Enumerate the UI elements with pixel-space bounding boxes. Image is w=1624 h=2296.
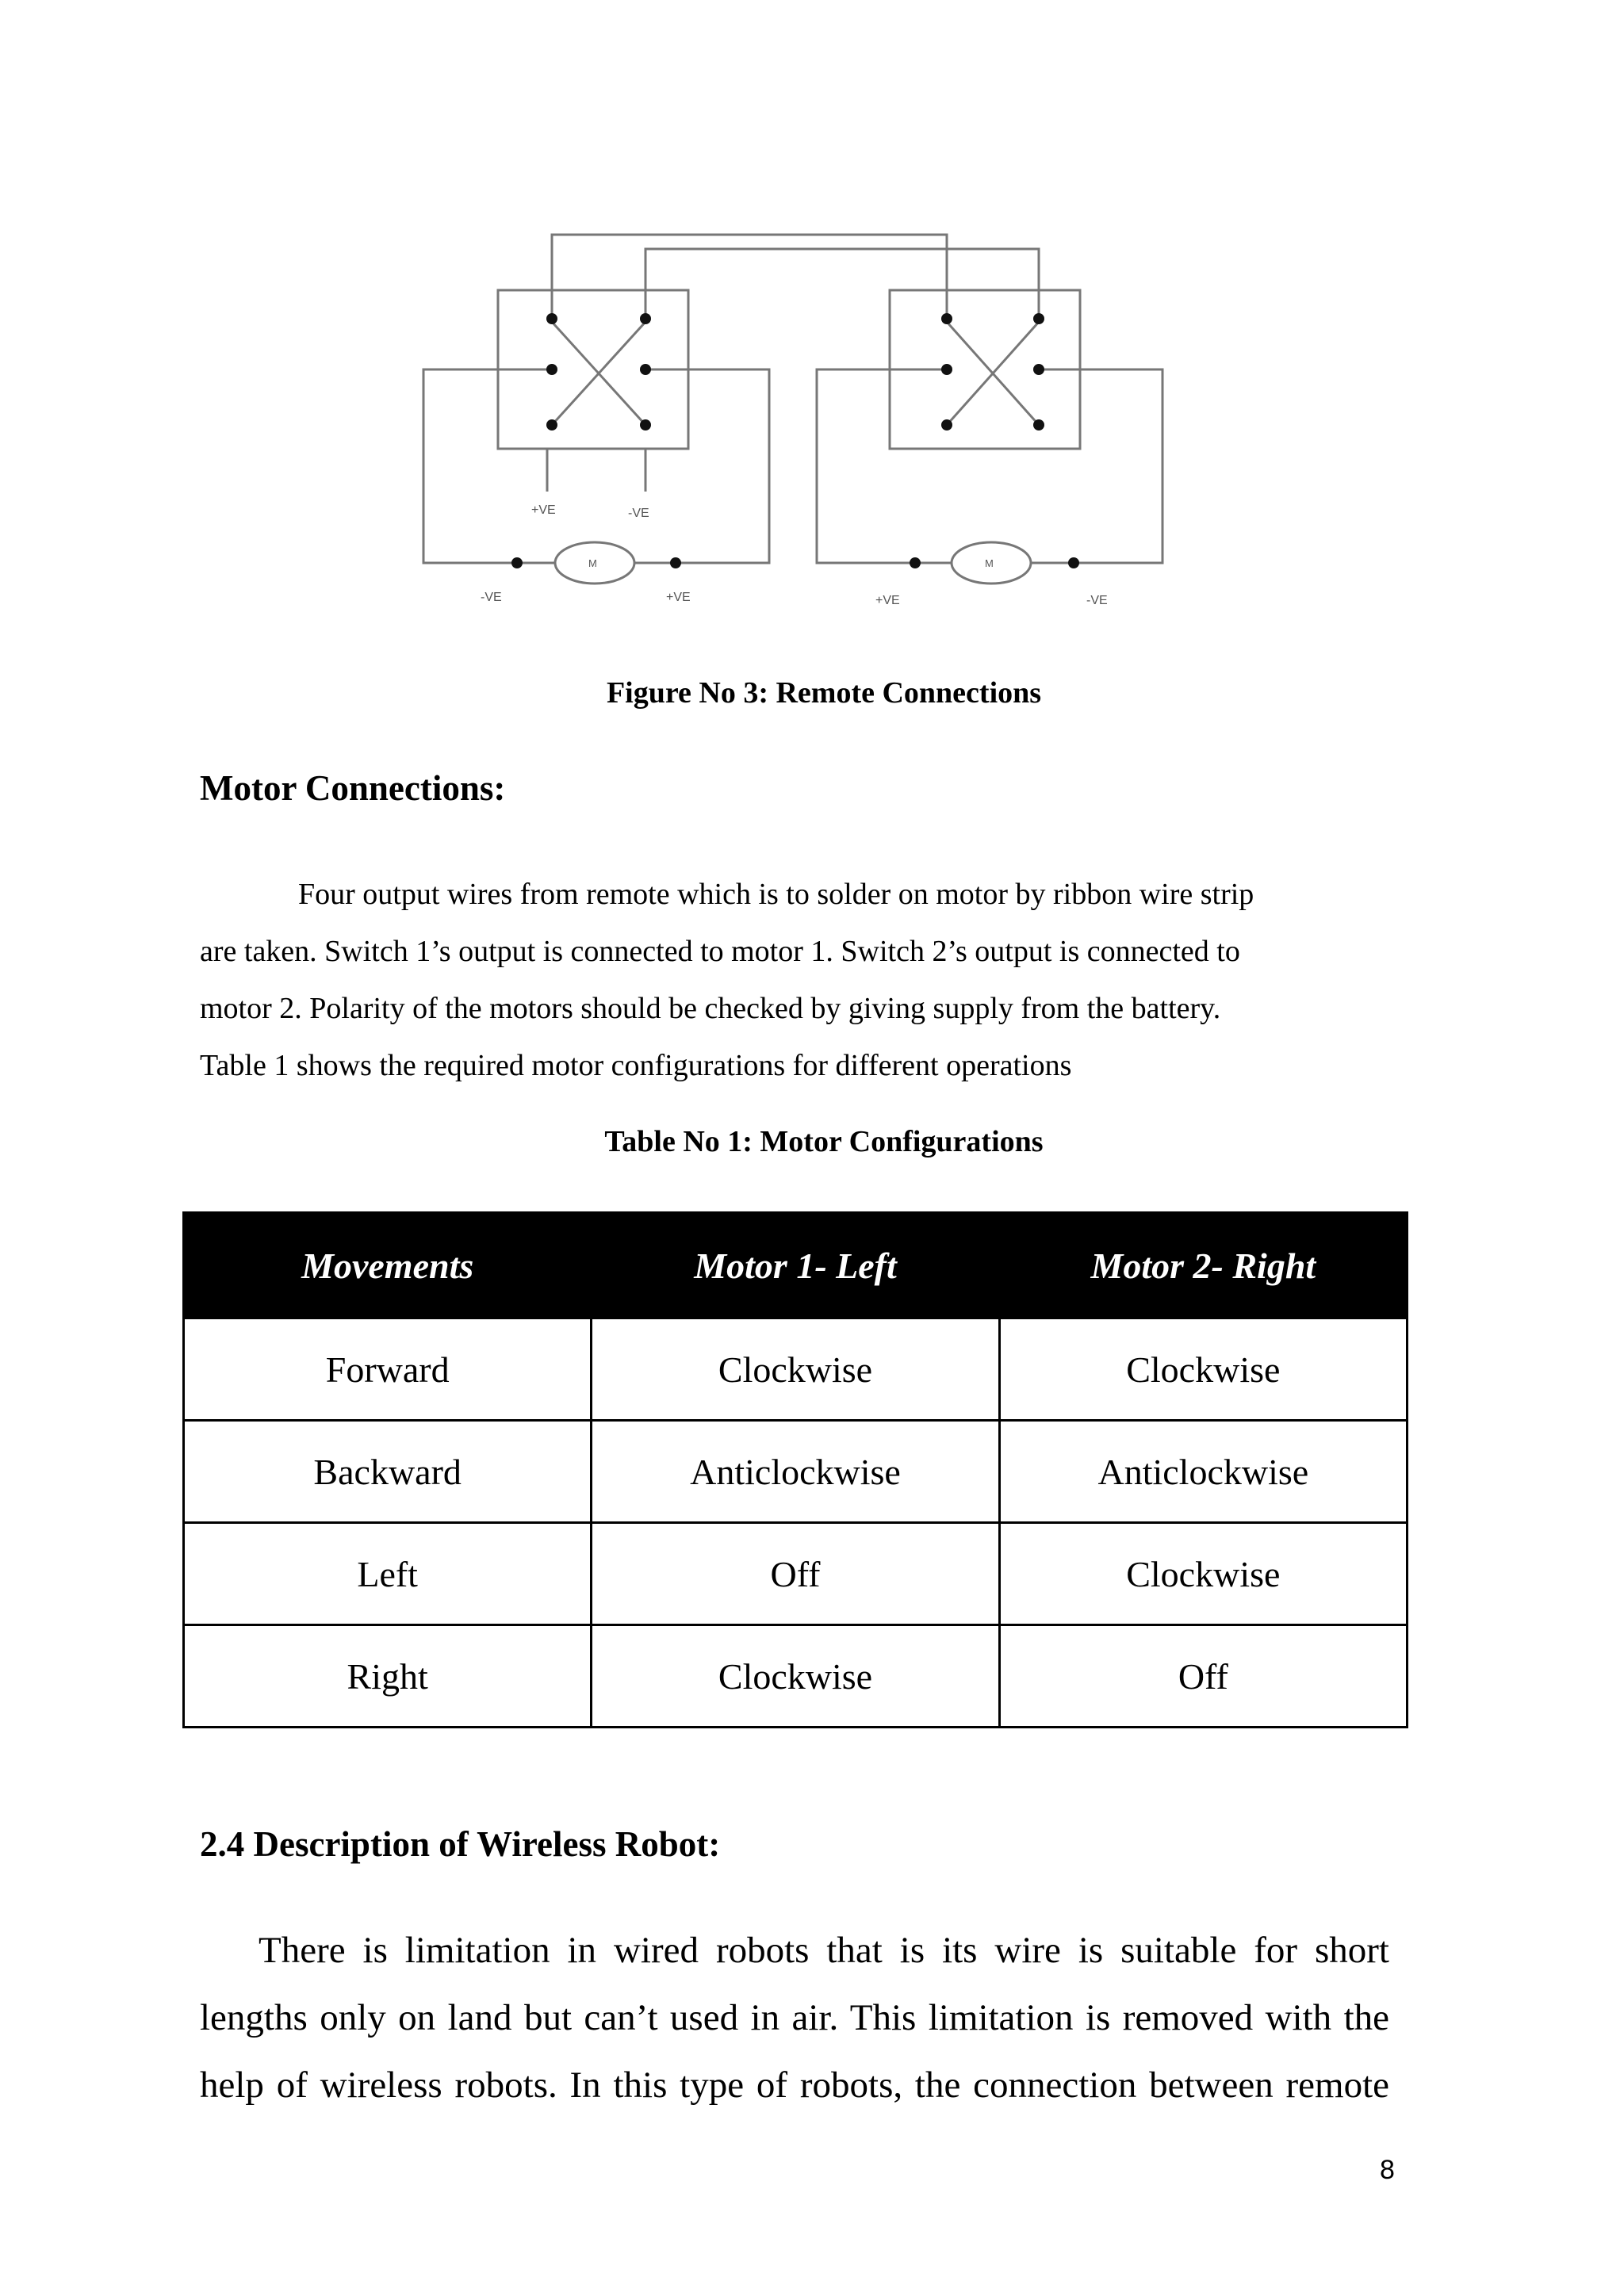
motor-configurations-table xyxy=(182,1211,1408,1728)
table-cell: Off xyxy=(999,1625,1407,1728)
table-cell: Anticlockwise xyxy=(592,1421,999,1523)
label-motor-left: M xyxy=(588,557,597,569)
table-row xyxy=(184,1318,1408,1421)
table-row xyxy=(184,1625,1408,1728)
label-pos-bottom-left: +VE xyxy=(666,591,691,604)
figure-caption: Figure No 3: Remote Connections xyxy=(606,676,1042,710)
table-row xyxy=(184,1523,1408,1625)
header-motor-1-left: Motor 1- Left xyxy=(592,1213,999,1318)
table-header-row xyxy=(184,1213,1408,1318)
label-neg-bottom-right: -VE xyxy=(1086,594,1108,607)
paragraph-line: There is limitation in wired robots that is its wire is suitable for short xyxy=(259,1930,1389,1971)
table-cell: Clockwise xyxy=(592,1318,999,1421)
label-neg-bottom-left: -VE xyxy=(481,591,502,604)
motor-connections-heading: Motor Connections: xyxy=(200,768,506,808)
paragraph-line: are taken. Switch 1’s output is connected to motor 1. Switch 2’s output is connected to xyxy=(200,935,1240,968)
label-pos-top: +VE xyxy=(531,503,556,517)
table-cell: Clockwise xyxy=(592,1625,999,1728)
table-cell: Backward xyxy=(184,1421,592,1523)
paragraph-line: help of wireless robots. In this type of robots, the connection between remote xyxy=(200,2064,1389,2106)
label-pos-bottom-right: +VE xyxy=(875,594,900,607)
table-cell: Right xyxy=(184,1625,592,1728)
motor-connections-paragraph xyxy=(200,866,1350,1094)
paragraph-line: lengths only on land but can’t used in air. This limitation is removed with the xyxy=(200,1997,1389,2038)
table-cell: Clockwise xyxy=(999,1523,1407,1625)
table-cell: Clockwise xyxy=(999,1318,1407,1421)
header-motor-2-right: Motor 2- Right xyxy=(999,1213,1407,1318)
header-movements: Movements xyxy=(184,1213,592,1318)
table-caption: Table No 1: Motor Configurations xyxy=(604,1125,1044,1158)
page-number: 8 xyxy=(1380,2155,1395,2185)
remote-connections-diagram xyxy=(412,222,1174,610)
table-cell: Anticlockwise xyxy=(999,1421,1407,1523)
table-cell: Off xyxy=(592,1523,999,1625)
table-cell: Left xyxy=(184,1523,592,1625)
paragraph-line: Four output wires from remote which is to solder on motor by ribbon wire strip xyxy=(298,878,1254,911)
paragraph-line: Table 1 shows the required motor configurations for different operations xyxy=(200,1049,1072,1082)
table-row xyxy=(184,1421,1408,1523)
label-neg-top: -VE xyxy=(628,507,649,520)
wireless-robot-paragraph xyxy=(200,1917,1389,2119)
label-motor-right: M xyxy=(985,557,994,569)
paragraph-line: motor 2. Polarity of the motors should be checked by giving supply from the battery. xyxy=(200,992,1221,1025)
table-cell: Forward xyxy=(184,1318,592,1421)
wireless-robot-heading: 2.4 Description of Wireless Robot: xyxy=(200,1824,721,1864)
